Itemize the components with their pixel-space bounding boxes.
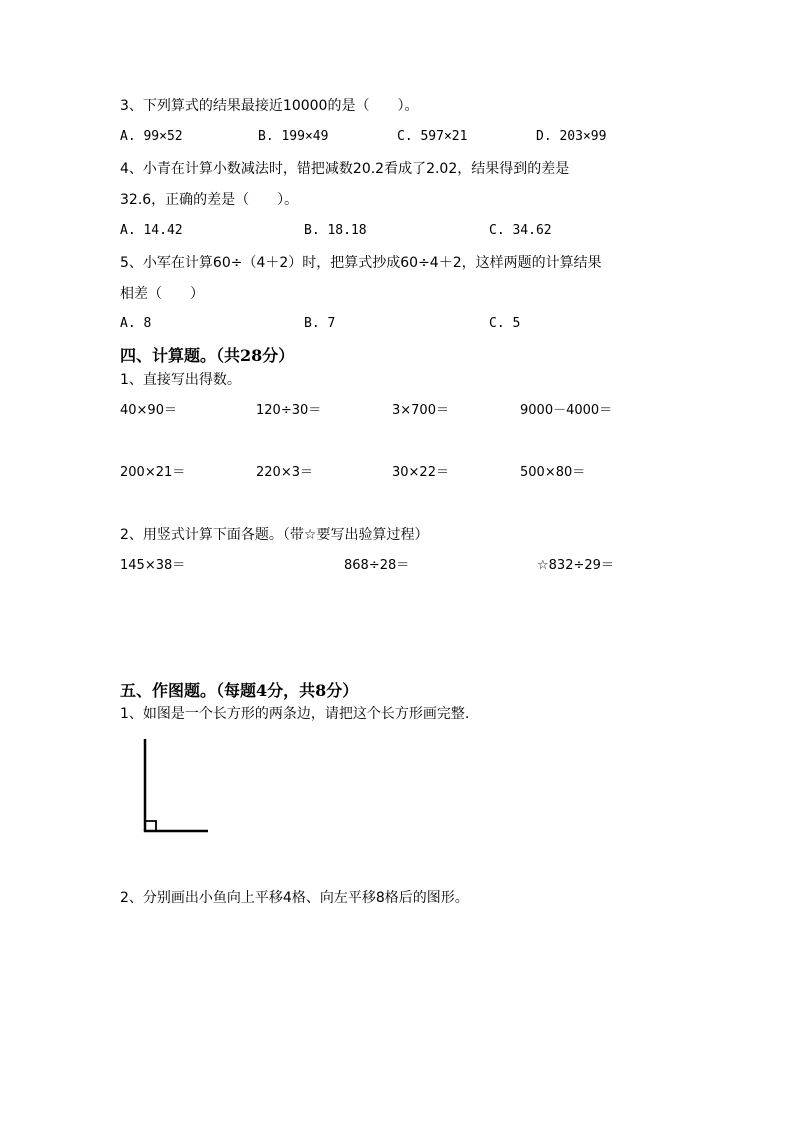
calc-item: 200×21＝ (120, 465, 186, 480)
calc-item: 500×80＝ (520, 465, 586, 480)
q3-option-d: D. 203×99 (536, 129, 607, 144)
calc-item: 30×22＝ (392, 465, 449, 480)
section-4-sub2: 2、用竖式计算下面各题。（带☆要写出验算过程） (120, 527, 429, 543)
question-5-line2: 相差（ ） (120, 286, 204, 302)
q4-option-c: C. 34.62 (489, 223, 552, 238)
q5-option-c: C. 5 (489, 316, 521, 331)
vertical-calc-item: ☆832÷29＝ (537, 558, 614, 573)
calc-item: 220×3＝ (256, 465, 313, 480)
section-4-heading: 四、计算题。（共28分） (120, 346, 295, 365)
rectangle-sides-figure (138, 735, 218, 837)
section-5-heading: 五、作图题。（每题4分，共8分） (120, 681, 359, 700)
section-5-sub1: 1、如图是一个长方形的两条边，请把这个长方形画完整. (120, 706, 470, 722)
calc-item: 3×700＝ (392, 403, 449, 418)
q3-option-c: C. 597×21 (397, 129, 468, 144)
question-3-text: 3、下列算式的结果最接近10000的是（ ）。 (120, 98, 419, 114)
section-4-sub1: 1、直接写出得数。 (120, 372, 241, 388)
question-4-line2: 32.6，正确的差是（ ）。 (120, 192, 299, 208)
vertical-calc-item: 145×38＝ (120, 558, 186, 573)
q3-option-a: A. 99×52 (120, 129, 183, 144)
q5-option-b: B. 7 (304, 316, 336, 331)
q3-option-b: B. 199×49 (258, 129, 329, 144)
question-4-line1: 4、小青在计算小数减法时，错把减数20.2看成了2.02，结果得到的差是 (120, 161, 570, 177)
calc-item: 9000－4000＝ (520, 403, 613, 418)
right-angle-mark (145, 821, 156, 831)
calc-item: 120÷30＝ (256, 403, 322, 418)
calc-item: 40×90＝ (120, 403, 177, 418)
question-5-line1: 5、小军在计算60÷（4＋2）时，把算式抄成60÷4＋2，这样两题的计算结果 (120, 255, 602, 271)
q4-option-b: B. 18.18 (304, 223, 367, 238)
q4-option-a: A. 14.42 (120, 223, 183, 238)
vertical-calc-item: 868÷28＝ (344, 558, 410, 573)
section-5-sub2: 2、分别画出小鱼向上平移4格、向左平移8格后的图形。 (120, 890, 469, 906)
q5-option-a: A. 8 (120, 316, 152, 331)
